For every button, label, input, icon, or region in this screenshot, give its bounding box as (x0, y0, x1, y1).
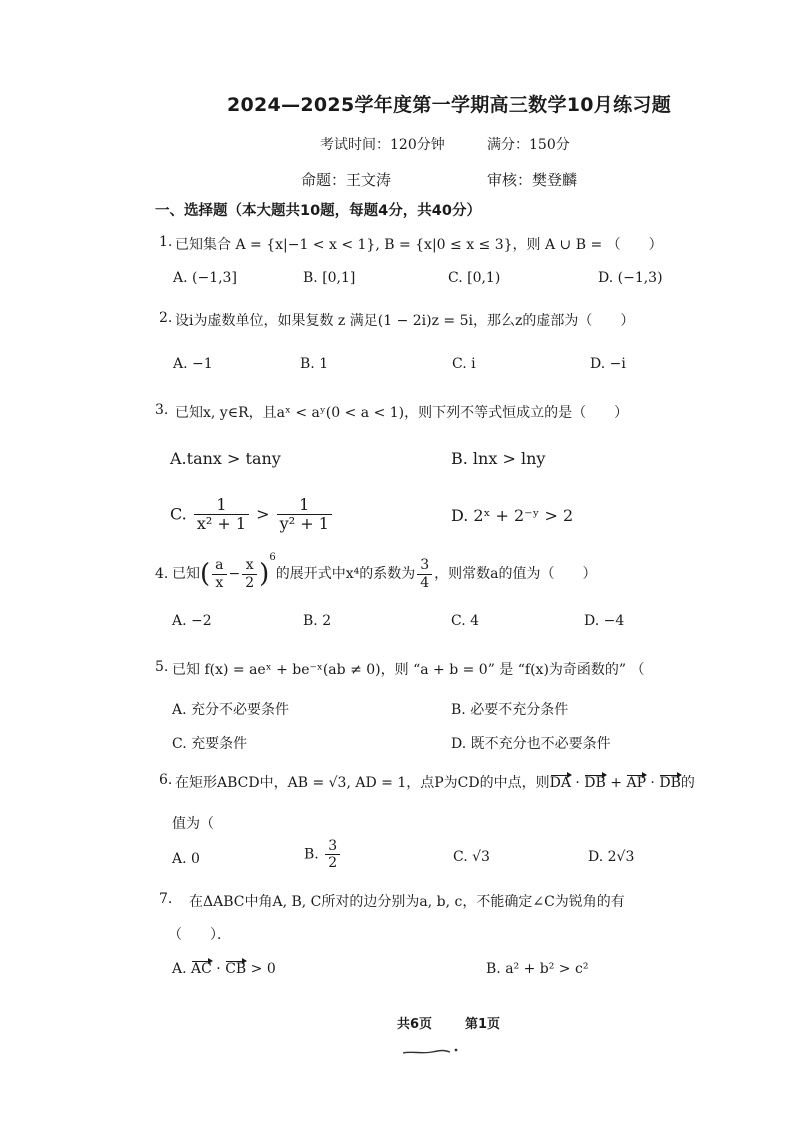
vector-ap: AP (626, 775, 646, 791)
question-4-text (172, 552, 597, 591)
q4-f2-den: 2 (245, 574, 255, 591)
q6-b-label: B. (304, 846, 319, 863)
q6-b-fraction (325, 838, 340, 871)
question-7-option-b: B. a² + b² > c² (486, 961, 589, 977)
question-5-option-c: C. 充要条件 (172, 736, 248, 752)
vector-da: DA (549, 775, 571, 791)
question-6-option-a: A. 0 (172, 851, 200, 867)
fraction-1 (194, 496, 249, 534)
question-1-option-c: C. [0,1) (448, 270, 501, 286)
footer-total-pages: 共6页 (397, 1017, 433, 1032)
q4-f2-num: x (242, 557, 257, 574)
question-2-option-a: A. −1 (173, 356, 213, 372)
left-paren: ( (200, 559, 211, 589)
q6-plus: + (605, 775, 627, 791)
question-4-option-b: B. 2 (303, 613, 332, 629)
option-c-label: C. (170, 504, 187, 524)
q6-b-den: 2 (328, 855, 338, 872)
question-6-option-b (304, 838, 342, 871)
fraction-1-denominator: x² + 1 (196, 514, 247, 534)
handwritten-mark-icon (400, 1044, 460, 1058)
question-7-text: 在ΔABC中角A, B, C所对的边分别为a, b, c，不能确定∠C为锐角的有 (189, 894, 625, 910)
page-title: 2024—2025学年度第一学期高三数学10月练习题 (227, 94, 672, 116)
vector-db-2: DB (659, 775, 681, 791)
question-1-text: 已知集合 A = {x|−1 < x < 1}, B = {x|0 ≤ x ≤ 3}，则 A ∪ B = （ ） (175, 237, 663, 253)
question-1-option-d: D. (−1,3) (598, 270, 663, 286)
question-5-option-b: B. 必要不充分条件 (451, 702, 569, 718)
q4-minus: − (228, 566, 241, 582)
question-3-number: 3. (155, 402, 169, 418)
q6-post: 的 (680, 775, 695, 791)
q6-b-num: 3 (325, 838, 340, 855)
question-7-number: 7. (159, 891, 173, 907)
section-heading: 一、选择题（本大题共10题，每题4分，共40分） (155, 203, 481, 219)
q4-fraction-a (212, 557, 226, 590)
q6-dot1: · (570, 775, 585, 791)
question-3-text: 已知x, y∈R，且aˣ < aʸ(0 < a < 1)，则下列不等式恒成立的是（ ） (175, 405, 629, 421)
q7-a-tail: > 0 (246, 961, 276, 977)
q7-dot: · (211, 961, 226, 977)
question-3-option-a: A.tanx > tany (170, 449, 281, 468)
question-2-option-b: B. 1 (300, 356, 329, 372)
q6-pre: 在矩形ABCD中，AB = √3, AD = 1，点P为CD的中点，则 (175, 775, 550, 791)
question-4-option-d: D. −4 (584, 613, 625, 629)
vector-cb: CB (225, 961, 247, 977)
right-paren: ) (259, 559, 270, 589)
question-5-option-d: D. 既不充分也不必要条件 (451, 736, 611, 752)
q4-fraction-c (417, 557, 432, 590)
question-4-number: 4. (155, 566, 169, 582)
question-5-option-a: A. 充分不必要条件 (172, 702, 290, 718)
fraction-2-denominator: y² + 1 (279, 514, 329, 534)
question-3-option-b: B. lnx > lny (451, 449, 546, 468)
question-2-option-c: C. i (452, 356, 476, 372)
question-6-option-d: D. 2√3 (588, 849, 635, 865)
q4-pre: 已知 (172, 566, 200, 582)
question-3-option-d: D. 2ˣ + 2⁻ʸ > 2 (451, 506, 574, 525)
exam-time: 考试时间：120分钟 (320, 137, 445, 153)
q4-post: ，则常数a的值为（ ） (434, 566, 597, 582)
greater-than: > (256, 504, 270, 524)
question-5-text: 已知 f(x) = aeˣ + be⁻ˣ(ab ≠ 0)，则 “a + b = 0” 是 “f(x)为奇函数的” （ (172, 662, 645, 678)
vector-db: DB (584, 775, 606, 791)
question-4-option-a: A. −2 (172, 613, 212, 629)
question-6-line2: 值为（ (172, 816, 214, 832)
q4-fraction-b (242, 557, 257, 590)
q4-mid: 的展开式中x⁴的系数为 (275, 566, 416, 582)
question-7-option-a (172, 961, 276, 977)
reviewer: 审核：樊登麟 (487, 171, 578, 189)
q4-f1-num: a (212, 557, 226, 574)
question-2-text: 设i为虚数单位，如果复数 z 满足(1 − 2i)z = 5i，那么z的虚部为（ ） (175, 313, 635, 329)
author: 命题：王文涛 (301, 171, 392, 189)
question-6-option-c: C. √3 (453, 849, 490, 865)
fraction-2 (277, 496, 332, 534)
fraction-1-numerator: 1 (194, 496, 249, 515)
question-2-option-d: D. −i (590, 356, 626, 372)
q4-f1-den: x (215, 574, 224, 591)
question-6-text (175, 772, 695, 792)
q4-f3-num: 3 (417, 557, 432, 574)
q7-a-label: A. (172, 961, 187, 977)
question-1-option-a: A. (−1,3] (173, 270, 237, 286)
question-5-number: 5. (155, 659, 169, 675)
question-2-number: 2. (159, 310, 173, 326)
question-1-number: 1. (159, 234, 173, 250)
q4-exponent: 6 (269, 552, 276, 563)
q6-dot2: · (645, 775, 660, 791)
question-1-option-b: B. [0,1] (303, 270, 356, 286)
question-3-option-c (170, 496, 334, 534)
full-score: 满分：150分 (487, 137, 570, 153)
footer-page-number: 第1页 (465, 1017, 501, 1032)
q4-f3-den: 4 (420, 574, 430, 591)
question-4-option-c: C. 4 (451, 613, 480, 629)
fraction-2-numerator: 1 (277, 496, 332, 515)
question-6-number: 6. (159, 772, 173, 788)
question-7-line2: （ ）． (168, 927, 231, 943)
vector-ac: AC (191, 961, 212, 977)
